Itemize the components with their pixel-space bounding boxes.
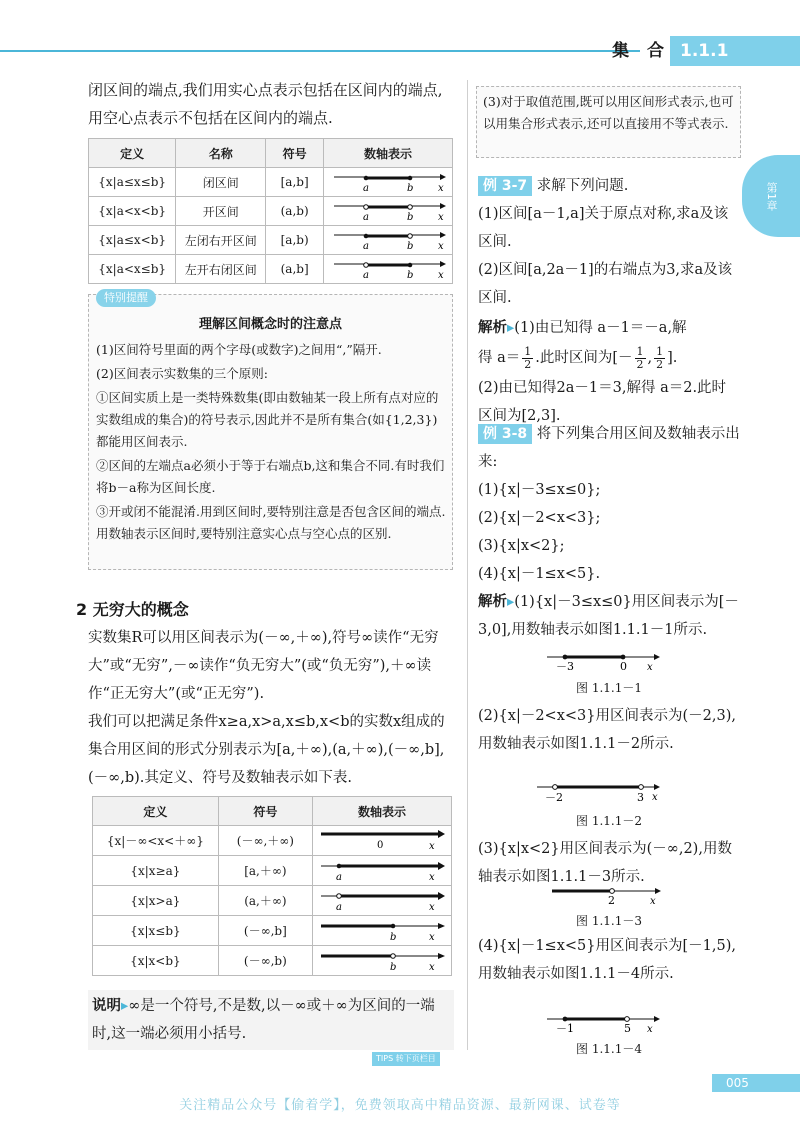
cell-number-line xyxy=(324,226,453,255)
explanation-text: ∞是一个符号,不是数,以－∞或＋∞为区间的一端时,这一端必须用小括号. xyxy=(92,998,435,1042)
number-line-x-gt-a xyxy=(317,886,447,912)
table-row xyxy=(93,886,452,916)
svg-text:－2: －2 xyxy=(545,791,563,804)
fraction-half: 1 2 xyxy=(656,344,664,371)
footer-watermark: 关注精品公众号【偷着学】，免费领取高中精品资源、最新网课、试卷等 xyxy=(179,1098,621,1113)
table-row xyxy=(93,826,452,856)
svg-text:x: x xyxy=(647,662,653,672)
question-1: (1)区间[a－1,a]关于原点对称,求a及该区间. xyxy=(478,206,729,250)
answer-text: .此时区间为[－ xyxy=(535,350,633,366)
svg-text:a: a xyxy=(336,902,342,912)
cell-number-line xyxy=(313,916,452,946)
table-row xyxy=(89,255,453,284)
table-row xyxy=(89,197,453,226)
question-item: (4){x|－1≤x<5}. xyxy=(478,566,601,582)
cell-symbol: (a,b] xyxy=(266,255,324,284)
cell-definition: {x|－∞<x<＋∞} xyxy=(93,826,219,856)
svg-text:a: a xyxy=(363,269,369,280)
svg-text:3: 3 xyxy=(637,791,644,804)
question-2: (2)区间[a,2a－1]的右端点为3,求a及该区间. xyxy=(478,262,733,306)
svg-text:x: x xyxy=(438,182,444,193)
example-title: 求解下列问题. xyxy=(536,178,629,194)
note-title: 理解区间概念时的注意点 xyxy=(198,317,342,332)
svg-text:x: x xyxy=(438,269,444,280)
cell-name: 闭区间 xyxy=(176,168,266,197)
cell-definition: {x|x>a} xyxy=(93,886,219,916)
svg-text:b: b xyxy=(407,240,414,251)
svg-text:x: x xyxy=(429,902,435,912)
cell-number-line xyxy=(313,886,452,916)
svg-text:x: x xyxy=(652,792,658,803)
example-3-8 xyxy=(478,420,740,644)
header-rule xyxy=(0,50,640,52)
cell-number-line xyxy=(313,826,452,856)
svg-text:b: b xyxy=(407,211,414,222)
cell-symbol: [a,b] xyxy=(266,168,324,197)
figure-4-caption: 图 1.1.1－4 xyxy=(576,1042,642,1056)
special-reminder-badge: 特别提醒 xyxy=(96,289,156,307)
cell-definition: {x|a≤x≤b} xyxy=(89,168,176,197)
answer-part-1: (1){x|－3≤x≤0}用区间表示为[－3,0],用数轴表示如图1.1.1－1所示. xyxy=(478,594,739,638)
answer-part-4: (4){x|－1≤x<5}用区间表示为[－1,5),用数轴表示如图1.1.1－4所示. xyxy=(478,938,736,982)
svg-text:－1: －1 xyxy=(556,1022,574,1034)
figure-2-number-line xyxy=(535,780,665,804)
svg-text:2: 2 xyxy=(608,894,615,906)
svg-text:0: 0 xyxy=(620,660,627,672)
cell-number-line xyxy=(324,168,453,197)
continued-note-text: (3)对于取值范围,既可以用区间形式表示,也可以用集合形式表示,还可以直接用不等式表示. xyxy=(483,94,734,131)
fraction-half: 1 2 xyxy=(636,344,644,371)
table-row xyxy=(89,226,453,255)
question-item: (1){x|－3≤x≤0}; xyxy=(478,482,601,498)
number-line-open xyxy=(328,198,448,222)
intro-paragraph: 闭区间的端点,我们用实心点表示包括在区间内的端点,用空心点表示不包括在区间内的端点. xyxy=(88,81,443,127)
tips-badge[interactable]: TIPS 转下页栏目 xyxy=(372,1052,440,1066)
note-body xyxy=(96,339,448,545)
cell-name: 开区间 xyxy=(176,197,266,226)
cell-symbol: (－∞,b) xyxy=(218,946,312,976)
figure-3-number-line xyxy=(550,884,665,906)
triangle-icon: ▸ xyxy=(507,594,515,610)
table-header: 定义 xyxy=(93,797,219,826)
answer-label: 解析 xyxy=(478,594,507,610)
svg-text:a: a xyxy=(363,182,369,193)
figure-3-caption: 图 1.1.1－3 xyxy=(576,914,642,928)
chapter-tab[interactable]: 第1章 xyxy=(742,155,800,237)
table-header: 数轴表示 xyxy=(313,797,452,826)
cell-symbol: (a,＋∞) xyxy=(218,886,312,916)
figure-1-number-line xyxy=(545,650,665,672)
cell-symbol: [a,＋∞) xyxy=(218,856,312,886)
svg-text:b: b xyxy=(407,269,414,280)
table-header: 符号 xyxy=(266,139,324,168)
cell-definition: {x|a<x≤b} xyxy=(89,255,176,284)
number-line-x-lt-b xyxy=(317,946,447,972)
column-divider xyxy=(467,80,468,1050)
svg-text:x: x xyxy=(429,962,435,972)
infinity-interval-table xyxy=(92,796,452,976)
question-item: (3){x|x<2}; xyxy=(478,538,565,554)
note-line: (2)区间表示实数集的三个原则: xyxy=(96,366,268,381)
cell-name: 左闭右开区间 xyxy=(176,226,266,255)
page-number: 005 xyxy=(712,1074,800,1092)
page-header-title: 集 合 xyxy=(612,41,670,61)
svg-text:x: x xyxy=(429,872,435,882)
example-badge: 例 3-8 xyxy=(478,424,532,444)
number-line-x-le-b xyxy=(317,916,447,942)
svg-text:x: x xyxy=(647,1024,653,1034)
svg-text:b: b xyxy=(407,182,414,193)
cell-number-line xyxy=(324,197,453,226)
number-line-x-ge-a xyxy=(317,856,447,882)
cell-symbol: [a,b) xyxy=(266,226,324,255)
figure-2-caption: 图 1.1.1－2 xyxy=(576,814,642,828)
figure-1-caption: 图 1.1.1－1 xyxy=(576,681,642,695)
svg-text:x: x xyxy=(438,240,444,251)
table-header: 名称 xyxy=(176,139,266,168)
note-line: ③开或闭不能混淆.用到区间时,要特别注意是否包含区间的端点.用数轴表示区间时,要特别注意实心点与空心点的区别. xyxy=(96,504,446,541)
answer-part-2: (2)由已知得2a－1＝3,解得 a＝2.此时区间为[2,3]. xyxy=(478,380,727,424)
answer-text: 得 a＝ xyxy=(478,350,521,366)
svg-text:a: a xyxy=(363,211,369,222)
answer-part-3: (3){x|x<2}用区间表示为(－∞,2),用数轴表示如图1.1.1－3所示. xyxy=(478,841,732,885)
svg-text:a: a xyxy=(336,872,342,882)
section-number-badge: 1.1.1 xyxy=(670,36,800,66)
answer-label: 解析 xyxy=(478,320,507,336)
table-row xyxy=(93,916,452,946)
interval-table xyxy=(88,138,453,284)
number-line-left-closed xyxy=(328,227,448,251)
triangle-icon: ▸ xyxy=(507,320,515,336)
question-item: (2){x|－2<x<3}; xyxy=(478,510,601,526)
cell-definition: {x|x≥a} xyxy=(93,856,219,886)
cell-number-line xyxy=(313,946,452,976)
table-row xyxy=(93,856,452,886)
continued-note-box xyxy=(476,86,741,158)
cell-definition: {x|x<b} xyxy=(93,946,219,976)
answer-line: (1)由已知得 a－1＝－a,解 xyxy=(514,320,687,336)
section-paragraph-2: 我们可以把满足条件x≥a,x>a,x≤b,x<b的实数x组成的集合用区间的形式分别表示为[a,＋∞),(a,＋∞),(－∞,b],(－∞,b).其定义、符号及数轴表示如下表. xyxy=(88,714,445,786)
answer-text: ]. xyxy=(667,350,678,366)
svg-text:a: a xyxy=(363,240,369,251)
cell-definition: {x|a<x<b} xyxy=(89,197,176,226)
cell-definition: {x|a≤x<b} xyxy=(89,226,176,255)
note-line: (1)区间符号里面的两个字母(或数字)之间用“,”隔开. xyxy=(96,342,382,357)
svg-text:x: x xyxy=(429,841,435,852)
note-line: ①区间实质上是一类特殊数集(即由数轴某一段上所有点对应的实数组成的集合)的符号表示,因此并不是所有集合(如{1,2,3})都能用区间表示. xyxy=(96,390,439,449)
table-header: 数轴表示 xyxy=(324,139,453,168)
cell-name: 左开右闭区间 xyxy=(176,255,266,284)
explanation-block xyxy=(88,990,454,1050)
cell-number-line xyxy=(324,255,453,284)
svg-text:x: x xyxy=(438,211,444,222)
figure-4-number-line xyxy=(545,1012,665,1034)
svg-text:5: 5 xyxy=(624,1022,631,1034)
example-badge: 例 3-7 xyxy=(478,176,532,196)
svg-text:b: b xyxy=(390,932,397,942)
cell-definition: {x|x≤b} xyxy=(93,916,219,946)
example-3-7: 例 3-7 求解下列问题. (1)区间[a－1,a]关于原点对称,求a及该区间. (2)区间[a,2a－1]的右端点为3,求a及该区间. 解析▸(1)由已知得 a－1＝－a,解 得 a＝ 1 2 .此时区间为[－ 1 2 , 1 2 ]. (2)由已知得2a－1＝3,解得 a＝2.此时区间为[2,3]. xyxy=(478,172,740,430)
answer-part-2: (2){x|－2<x<3}用区间表示为(－2,3),用数轴表示如图1.1.1－2所示. xyxy=(478,708,736,752)
fraction-half: 1 2 xyxy=(524,344,532,371)
number-line-right-closed xyxy=(328,256,448,280)
example-title: 将下列集合用区间及数轴表示出来: xyxy=(478,426,740,470)
cell-symbol: (－∞,＋∞) xyxy=(218,826,312,856)
table-row xyxy=(93,946,452,976)
cell-number-line xyxy=(313,856,452,886)
cell-symbol: (a,b) xyxy=(266,197,324,226)
number-line-all-reals xyxy=(317,826,447,852)
svg-text:x: x xyxy=(650,896,656,906)
table-header: 符号 xyxy=(218,797,312,826)
cell-symbol: (－∞,b] xyxy=(218,916,312,946)
triangle-icon: ▸ xyxy=(121,998,129,1014)
number-line-closed xyxy=(328,169,448,193)
table-header: 定义 xyxy=(89,139,176,168)
svg-text:b: b xyxy=(390,962,397,972)
explanation-label: 说明 xyxy=(92,998,121,1014)
svg-text:－3: －3 xyxy=(556,660,574,672)
table-row xyxy=(89,168,453,197)
note-line: ②区间的左端点a必须小于等于右端点b,这和集合不同.有时我们将b－a称为区间长度. xyxy=(96,458,445,495)
svg-text:0: 0 xyxy=(377,840,384,851)
svg-text:x: x xyxy=(429,932,435,942)
section-paragraph-1: 实数集R可以用区间表示为(－∞,＋∞),符号∞读作“无穷大”或“无穷”,－∞读作“负无穷大”(或“负无穷”),＋∞读作“正无穷大”(或“正无穷”). xyxy=(88,630,439,702)
section-heading: 2 无穷大的概念 xyxy=(76,600,189,619)
